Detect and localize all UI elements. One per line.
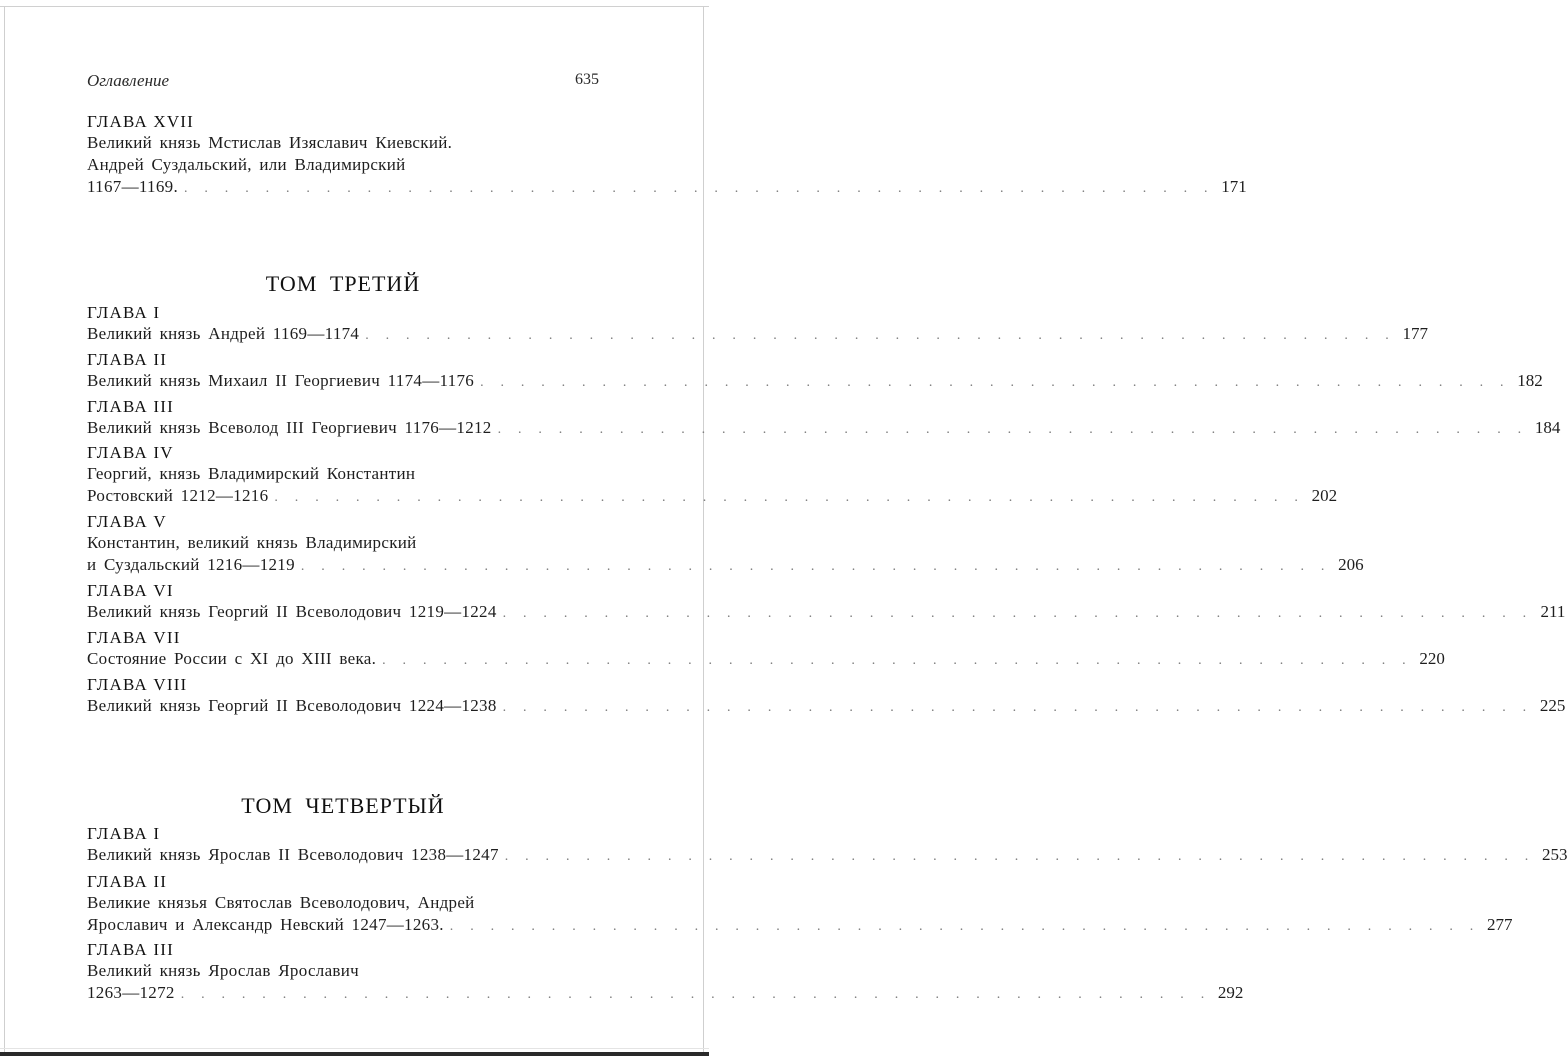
entry-text: Великий князь Михаил II Георгиевич 1174—1176: [87, 371, 475, 390]
entry-line: Андрей Суздальский, или Владимирский: [87, 155, 406, 174]
dot-leader: . . . . . . . . . . . . . . . . . . . . . . . . . . . . . . . . . . . . . . . . . . . . . . . . . . .: [449, 919, 1479, 934]
page-edge-bottom: [0, 1052, 709, 1056]
chapter-label: ГЛАВА IV: [87, 443, 174, 462]
entry-last-line: [87, 417, 1561, 439]
entry-page-number: 277: [1487, 915, 1513, 934]
entry-page-number: 206: [1338, 555, 1364, 574]
dot-leader: . . . . . . . . . . . . . . . . . . . . . . . . . . . . . . . . . . . . . . . . . . . . . . . . . . .: [300, 559, 1330, 574]
entry-last-line: [87, 485, 1338, 507]
chapter-label: ГЛАВА VII: [87, 628, 181, 647]
toc-entry-v4-ch2[interactable]: [87, 871, 1513, 936]
toc-entry-v3-ch7[interactable]: [87, 627, 1445, 670]
dot-leader: . . . . . . . . . . . . . . . . . . . . . . . . . . . . . . . . . . . . . . . . . . . . . . . . . . .: [504, 849, 1534, 864]
entry-page-number: 211: [1540, 602, 1566, 621]
dot-leader: . . . . . . . . . . . . . . . . . . . . . . . . . . . . . . . . . . . . . . . . . . . . . . . . . . .: [502, 700, 1532, 715]
entry-page-number: 292: [1217, 983, 1244, 1002]
chapter-label: ГЛАВА XVII: [87, 112, 195, 131]
toc-entry-v3-ch4[interactable]: [87, 442, 1338, 507]
chapter-label: ГЛАВА VIII: [87, 675, 188, 694]
chapter-label: ГЛАВА II: [87, 872, 168, 891]
entry-page-number: 253: [1541, 845, 1567, 864]
dot-leader: . . . . . . . . . . . . . . . . . . . . . . . . . . . . . . . . . . . . . . . . . . . . . . . . . . .: [502, 606, 1532, 621]
entry-last-line: [87, 648, 1445, 670]
dot-leader: . . . . . . . . . . . . . . . . . . . . . . . . . . . . . . . . . . . . . . . . . . . . . . . . . . .: [365, 328, 1394, 343]
entry-line: Великий князь Мстислав Изяславич Киевский.: [87, 133, 453, 152]
toc-entry-v4-ch1[interactable]: [87, 823, 1567, 866]
entry-last-line: [87, 695, 1566, 717]
entry-text: Великий князь Андрей 1169—1174: [87, 324, 360, 343]
entry-page-number: 184: [1534, 418, 1561, 437]
toc-entry-v3-ch3[interactable]: [87, 396, 1561, 439]
entry-text: Великий князь Всеволод III Георгиевич 1176—1212: [87, 418, 492, 437]
entry-last-line: [87, 601, 1566, 623]
entry-text: и Суздальский 1216—1219: [87, 555, 295, 574]
entry-last-line: [87, 982, 1244, 1004]
running-head-page-number: 635: [575, 71, 599, 88]
entry-text: Великий князь Георгий II Всеволодович 1224—1238: [87, 696, 497, 715]
entry-last-line: [87, 370, 1543, 392]
dot-leader: . . . . . . . . . . . . . . . . . . . . . . . . . . . . . . . . . . . . . . . . . . . . . . . . . . .: [180, 987, 1210, 1002]
entry-last-line: [87, 554, 1364, 576]
entry-text: 1263—1272: [87, 983, 175, 1002]
chapter-label: ГЛАВА VI: [87, 581, 174, 600]
toc-entry-v3-ch1[interactable]: [87, 302, 1428, 345]
toc-entry-v3-ch5[interactable]: [87, 511, 1364, 576]
entry-line: Константин, великий князь Владимирский: [87, 533, 417, 552]
dot-leader: . . . . . . . . . . . . . . . . . . . . . . . . . . . . . . . . . . . . . . . . . . . . . . . . . . .: [382, 653, 1411, 668]
entry-text: Великий князь Георгий II Всеволодович 1219—1224: [87, 602, 497, 621]
entry-last-line: [87, 176, 1247, 198]
entry-page-number: 182: [1517, 371, 1543, 390]
chapter-label: ГЛАВА V: [87, 512, 167, 531]
toc-entry-v4-ch3[interactable]: [87, 939, 1244, 1004]
toc-entry-v3-ch2[interactable]: [87, 349, 1543, 392]
dot-leader: . . . . . . . . . . . . . . . . . . . . . . . . . . . . . . . . . . . . . . . . . . . . . . . . . . .: [497, 422, 1527, 437]
entry-page-number: 225: [1539, 696, 1566, 715]
toc-entry-chapter-xvii[interactable]: [87, 111, 1247, 198]
dot-leader: . . . . . . . . . . . . . . . . . . . . . . . . . . . . . . . . . . . . . . . . . . . . . . . . . . .: [184, 181, 1213, 196]
chapter-label: ГЛАВА I: [87, 824, 161, 843]
page-edge-left: [4, 6, 5, 1052]
volume-title-3: ТОМ ТРЕТИЙ: [265, 271, 421, 296]
toc-entry-v3-ch8[interactable]: [87, 674, 1566, 717]
entry-text: Ростовский 1212—1216: [87, 486, 269, 505]
entry-last-line: [87, 914, 1513, 936]
page-edge-bottom-light: [0, 1048, 709, 1049]
entry-page-number: 220: [1419, 649, 1445, 668]
entry-last-line: [87, 323, 1428, 345]
chapter-label: ГЛАВА III: [87, 397, 174, 416]
dot-leader: . . . . . . . . . . . . . . . . . . . . . . . . . . . . . . . . . . . . . . . . . . . . . . . . . . .: [480, 375, 1509, 390]
entry-last-line: [87, 844, 1567, 866]
running-head-title: Оглавление: [87, 71, 170, 90]
entry-line: Великие князья Святослав Всеволодович, Андрей: [87, 893, 475, 912]
entry-text: 1167—1169.: [87, 177, 178, 196]
running-head: [87, 71, 599, 93]
volume-title-4: ТОМ ЧЕТВЕРТЫЙ: [241, 793, 445, 818]
entry-text: Состояние России с XI до XIII века.: [87, 649, 377, 668]
chapter-label: ГЛАВА III: [87, 940, 174, 959]
entry-text: Ярославич и Александр Невский 1247—1263.: [87, 915, 444, 934]
entry-text: Великий князь Ярослав II Всеволодович 1238—1247: [87, 845, 499, 864]
chapter-label: ГЛАВА I: [87, 303, 161, 322]
entry-page-number: 177: [1402, 324, 1428, 343]
page-edge-top: [0, 6, 709, 7]
entry-page-number: 171: [1221, 177, 1247, 196]
entry-line: Великий князь Ярослав Ярославич: [87, 961, 359, 980]
chapter-label: ГЛАВА II: [87, 350, 168, 369]
entry-page-number: 202: [1311, 486, 1338, 505]
dot-leader: . . . . . . . . . . . . . . . . . . . . . . . . . . . . . . . . . . . . . . . . . . . . . . . . . . .: [274, 490, 1304, 505]
toc-entry-v3-ch6[interactable]: [87, 580, 1566, 623]
entry-line: Георгий, князь Владимирский Константин: [87, 464, 416, 483]
page-edge-right: [703, 6, 704, 1052]
